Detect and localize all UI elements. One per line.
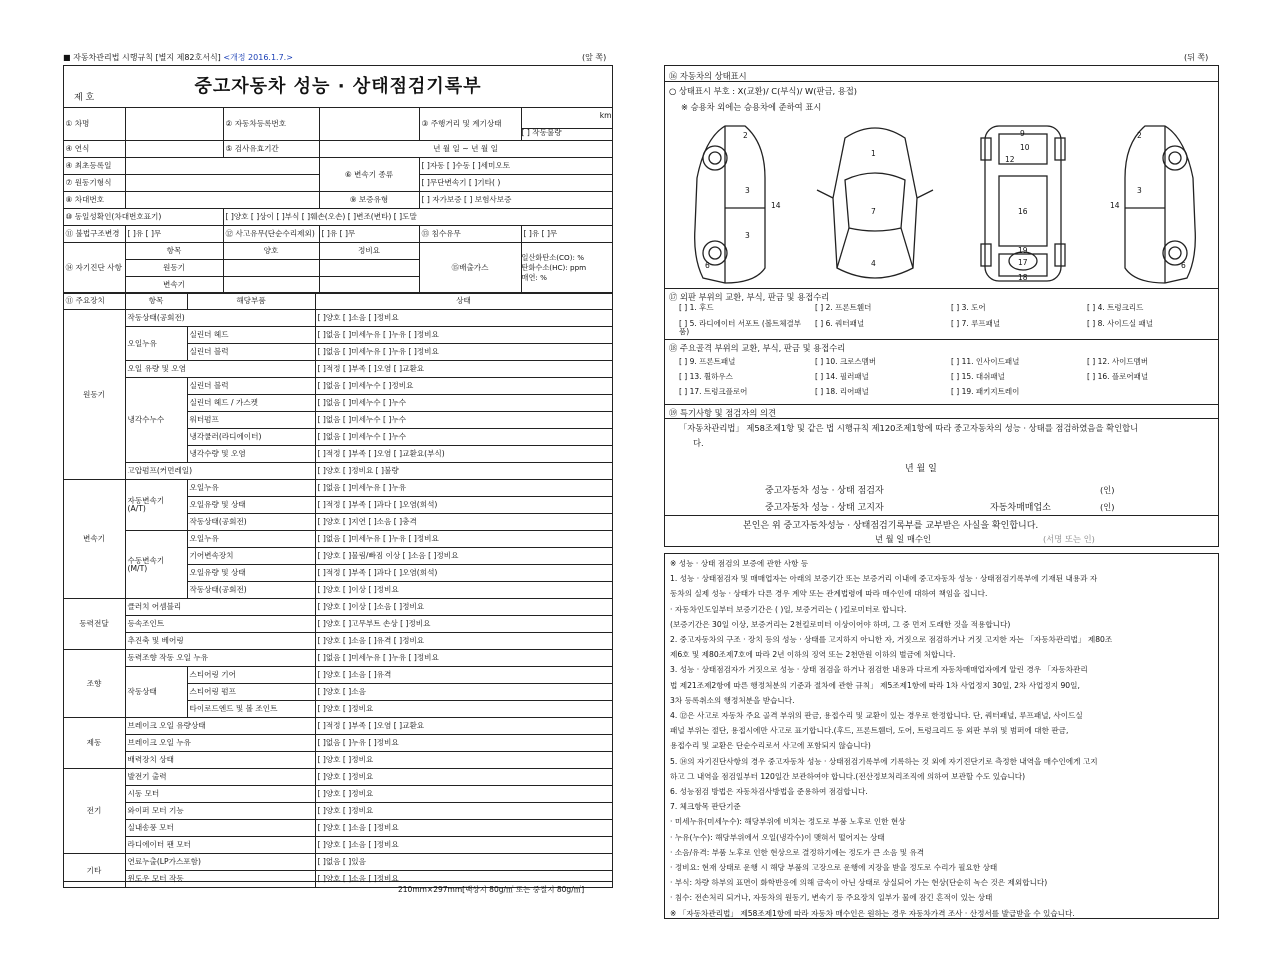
exterior-item[interactable]: [ ] 4. 트렁크리드: [1087, 303, 1144, 312]
item-head: 항목: [125, 293, 187, 310]
emission-hc: 탄화수소(HC): ppm: [521, 263, 587, 272]
frame-item[interactable]: [ ] 15. 대쉬패널: [951, 372, 1005, 381]
confirm-text: 본인은 위 중고자동차성능 · 상태점검기록부를 교부받은 사실을 확인합니다.: [743, 521, 1039, 531]
transmission-label: ⑥ 변속기 종류: [319, 158, 419, 192]
inspector-seal: (인): [1100, 485, 1115, 495]
car-num-2: 2: [743, 131, 748, 140]
device-part: 오일누유: [187, 531, 315, 548]
exterior-item[interactable]: [ ] 5. 라디에이터 서포트 (볼트체결부품): [679, 319, 802, 336]
frame-item[interactable]: [ ] 12. 사이드멤버: [1087, 357, 1149, 366]
device-item: 실내송풍 모터: [125, 820, 315, 837]
selfdiag-good-head: 양호: [223, 243, 319, 260]
emission-smoke: 매연: %: [521, 273, 547, 282]
device-state-checks[interactable]: [ ]양호 [ ]소음 [ ]정비요: [315, 310, 612, 327]
frame-title: ⑱ 주요골격 부위의 교환, 부식, 판금 및 용접수리: [669, 343, 846, 353]
device-state-checks[interactable]: [ ]없음 [ ]미세누유 [ ]누유: [315, 480, 612, 497]
front-form: [63, 65, 613, 882]
device-part: 작동상태(공회전): [187, 514, 315, 531]
device-group: 변속기: [63, 480, 125, 599]
device-part: 워터펌프: [187, 412, 315, 429]
device-part: 냉각쿨러(라디에이터): [187, 429, 315, 446]
reg-no-label: ② 자동차등록번호: [223, 108, 319, 141]
device-group: 조향: [63, 650, 125, 718]
device-state-checks[interactable]: [ ]적정 [ ]부족 [ ]오염 [ ]교환요(부식): [315, 446, 612, 463]
inspection-period-value: 년 월 일 ~ 년 월 일: [319, 141, 612, 158]
sign-date: 년 월 일: [905, 464, 937, 474]
frame-item[interactable]: [ ] 16. 플로어패널: [1087, 372, 1149, 381]
device-item: 등속조인트: [125, 616, 315, 633]
law-text-2: 다.: [693, 438, 704, 448]
device-part: 실린더 블럭: [187, 344, 315, 361]
note-line: (보증기간은 30일 이상, 보증거리는 2천킬로미터 이상이어야 하며, 그 중 먼저 도래한 것을 적용합니다): [670, 619, 1011, 629]
device-item: 브레이크 오일 유량상태: [125, 718, 315, 735]
emission-label: ⑮배출가스: [419, 243, 521, 294]
exterior-item[interactable]: [ ] 3. 도어: [951, 303, 986, 312]
main-device-table: [63, 292, 613, 888]
device-state-checks[interactable]: [ ]양호 [ ]정비요 [ ]불량: [315, 463, 612, 480]
device-part: 실린더 헤드 / 가스켓: [187, 395, 315, 412]
note-line: 7. 체크항목 판단기준: [670, 802, 741, 812]
device-state-checks[interactable]: [ ]없음 [ ]미세누수 [ ]누수: [315, 429, 612, 446]
law-reference: ■ 자동차관리법 시행규칙 [별지 제82호서식] <개정 2016.1.7.>: [63, 53, 293, 62]
device-item: 오일누유: [125, 327, 187, 361]
buyer-date: 년 월 일 매수인: [875, 534, 932, 544]
device-group: 동력전달: [63, 599, 125, 650]
device-state-checks[interactable]: [ ]양호 [ ]고무부트 손상 [ ]정비요: [315, 616, 612, 633]
frame-item[interactable]: [ ] 10. 크로스멤버: [815, 357, 877, 366]
note-line: 동차의 실제 성능 · 상태가 다른 경우 계약 또는 관계법령에 따라 매수인에 대하여 책임을 집니다.: [670, 589, 988, 599]
inspection-period-label: ⑤ 검사유효기간: [223, 141, 319, 158]
dealer-label: 자동차매매업소: [990, 503, 1051, 513]
note-line: 용접수리 및 교환은 단순수리로서 사고에 포함되지 않습니다): [670, 741, 871, 751]
device-state-checks[interactable]: [ ]없음 [ ]미세누유 [ ]누유 [ ]정비요: [315, 344, 612, 361]
device-item: 동력조향 작동 오일 누유: [125, 650, 315, 667]
device-part: 오일유량 및 상태: [187, 497, 315, 514]
back-page-label: (뒤 쪽): [1184, 53, 1209, 62]
year-label: ④ 연식: [63, 141, 125, 158]
note-line: · 침수: 전손처리 되거나, 자동차의 원동기, 변속기 등 주요장치 일부가 물에 잠긴 흔적이 있는 상태: [670, 893, 993, 903]
device-part: 작동상태(공회전): [187, 582, 315, 599]
note-line: · 소음/유격: 부품 노후로 인한 현상으로 결정하기에는 정도가 큰 소음 및 유격: [670, 847, 925, 857]
exterior-title: ⑰ 외판 부위의 교환, 부식, 판금 및 용접수리: [669, 292, 830, 302]
device-item: 냉각수누수: [125, 378, 187, 463]
emission-co: 일산화탄소(CO): %: [521, 253, 585, 262]
device-group: 전기: [63, 769, 125, 854]
front-page-label: (앞 쪽): [582, 53, 607, 62]
car-num-3r: 3: [1137, 186, 1142, 195]
device-part: 실린더 헤드: [187, 327, 315, 344]
note-line: 패널 부위는 절단, 용접시에만 사고로 표기합니다.(후드, 프론트휀더, 도어, 트렁크리드 등 외판 부위 및 범퍼에 대한 판금,: [670, 726, 1069, 736]
device-part: 스티어링 기어: [187, 667, 315, 684]
device-state-checks[interactable]: [ ]양호 [ ]정비요: [315, 786, 612, 803]
device-state-checks[interactable]: [ ]적정 [ ]부족 [ ]오염 [ ]교환요: [315, 718, 612, 735]
note-line: 2. 중고자동차의 구조 · 장치 등의 성능 · 상태를 고지하지 아니한 자, 거짓으로 점검하거나 거짓 고지한 자는 「자동차관리법」 제80조: [670, 635, 1113, 645]
device-part: 실린더 블럭: [187, 378, 315, 395]
special-title: ⑲ 특기사항 및 점검자의 의견: [669, 408, 777, 418]
trans-opts-2[interactable]: [ ]무단변속기 [ ]기타( ): [419, 175, 612, 192]
note-line: · 미세누유(미세누수): 해당부위에 비치는 정도로 부품 노후로 인한 현상: [670, 817, 906, 827]
device-state-checks[interactable]: [ ]없음 [ ]미세누수 [ ]누수: [315, 412, 612, 429]
device-state-checks[interactable]: [ ]양호 [ ]소음 [ ]정비요: [315, 871, 612, 888]
device-item: 라디에이터 팬 모터: [125, 837, 315, 854]
device-state-checks[interactable]: [ ]양호 [ ]이상 [ ]소음 [ ]정비요: [315, 599, 612, 616]
notifier-label: 중고자동차 성능 · 상태 고지자: [765, 503, 884, 513]
car-name-label: ① 차명: [63, 108, 125, 141]
identity-opts[interactable]: [ ]양호 [ ]상이 [ ]부식 [ ]훼손(오손) [ ]변조(변타) [ ]도말: [223, 209, 612, 226]
car-num-18: 18: [1018, 273, 1028, 282]
selfdiag-maintain-head: 정비요: [319, 243, 419, 260]
device-item: 수동변속기 (M/T): [125, 531, 187, 599]
selfdiag-engine: 원동기: [125, 260, 223, 277]
device-state-checks[interactable]: [ ]양호 [ ]정비요: [315, 769, 612, 786]
device-part: 오일누유: [187, 480, 315, 497]
device-item: 작동상태(공회전): [125, 310, 315, 327]
device-item: 고압펌프(커먼레일): [125, 463, 315, 480]
note-line: · 자동차인도일부터 보증기간은 ( )일, 보증거리는 ( )킬로미터로 합니다.: [670, 604, 907, 614]
device-item: 작동상태: [125, 667, 187, 718]
device-item: 배력장치 상태: [125, 752, 315, 769]
frame-item[interactable]: [ ] 18. 리어패널: [815, 387, 869, 396]
form-title: 중고자동차 성능 · 상태점검기록부: [194, 76, 482, 97]
device-state-checks[interactable]: [ ]양호 [ ]소음 [ ]정비요: [315, 837, 612, 854]
device-state-checks[interactable]: [ ]없음 [ ]누유 [ ]정비요: [315, 735, 612, 752]
mileage-label: ③ 주행거리 및 계기상태: [419, 108, 521, 141]
note-line: 5. ⑭의 자기진단사항의 경우 중고자동차 성능 · 상태점검기록부에 기록하는 것 외에 자기진단기로 측정한 내역을 매수인에게 고지: [670, 756, 1098, 766]
motor-type-label: ⑦ 원동기형식: [63, 175, 125, 192]
car-num-17: 17: [1018, 258, 1028, 267]
note-line: ※ 「자동차관리법」 제58조제1항에 따라 자동차 매수인은 원하는 경우 자동차가격 조사 · 산정서를 발급받을 수 있습니다.: [670, 908, 1075, 918]
notifier-seal: (인): [1100, 502, 1115, 512]
van-note: ※ 승용차 외에는 승용차에 준하여 표시: [681, 102, 822, 112]
identity-label: ⑩ 동일성확인(차대번호표기): [63, 209, 223, 226]
device-group: 제동: [63, 718, 125, 769]
buyer-sign[interactable]: (서명 또는 인): [1043, 534, 1095, 544]
basic-info-table: [63, 107, 613, 294]
notes-box: [664, 553, 1219, 919]
part-head: 해당부품: [187, 293, 315, 310]
device-part: 오일유량 및 상태: [187, 565, 315, 582]
device-part: 냉각수량 및 오염: [187, 446, 315, 463]
car-num-3: 3: [745, 186, 750, 195]
note-line: · 정비요: 현재 상태로 운행 시 해당 부품의 고장으로 운행에 지장을 받을 정도로 수리가 필요한 상태: [670, 863, 998, 873]
device-state-checks[interactable]: [ ]양호 [ ]정비요: [315, 701, 612, 718]
frame-item[interactable]: [ ] 9. 프론트패널: [679, 357, 736, 366]
device-state-checks[interactable]: [ ]양호 [ ]소음 [ ]유격 [ ]정비요: [315, 633, 612, 650]
frame-item[interactable]: [ ] 19. 패키지트레이: [951, 387, 1020, 396]
note-line: 1. 성능 · 상태점검자 및 매매업자는 아래의 보증기간 또는 보증거리 이내에 중고자동차 성능 · 상태점검기록부에 기재된 내용과 자: [670, 574, 1098, 584]
meter-bad-check[interactable]: [ ] 작동불량: [521, 127, 562, 137]
device-state-checks[interactable]: [ ]양호 [ ]지연 [ ]소음 [ ]충격: [315, 514, 612, 531]
device-state-checks[interactable]: [ ]양호 [ ]물림/빠짐 이상 [ ]소음 [ ]정비요: [315, 548, 612, 565]
device-item: 브레이크 오일 누유: [125, 735, 315, 752]
device-state-checks[interactable]: [ ]양호 [ ]정비요: [315, 752, 612, 769]
accident-label: ⑫ 사고유무(단순수리제외): [223, 226, 319, 243]
device-part: 타이로드엔드 및 볼 조인트: [187, 701, 315, 718]
form-number: 제 호: [74, 93, 95, 103]
car-num-9: 9: [1020, 129, 1025, 138]
car-num-14r: 14: [1110, 201, 1120, 210]
device-item: 발전기 출력: [125, 769, 315, 786]
note-line: 3. 성능 · 상태점검자가 거짓으로 성능 · 상태 점검을 하거나 점검한 내용과 다르게 자동차매매업자에게 알린 경우 「자동차관리: [670, 665, 1088, 675]
car-num-12: 12: [1005, 155, 1015, 164]
car-num-4: 4: [871, 259, 876, 268]
illegal-label: ⑪ 불법구조변경: [63, 226, 125, 243]
exterior-item[interactable]: [ ] 8. 사이드실 패널: [1087, 319, 1154, 328]
device-state-checks[interactable]: [ ]적정 [ ]부족 [ ]과다 [ ]오염(희석): [315, 497, 612, 514]
device-state-checks[interactable]: [ ]양호 [ ]정비요: [315, 803, 612, 820]
device-state-checks[interactable]: [ ]양호 [ ]이상 [ ]정비요: [315, 582, 612, 599]
device-state-checks[interactable]: [ ]없음 [ ]미세누수 [ ]정비요: [315, 378, 612, 395]
car-num-7: 7: [871, 207, 876, 216]
device-state-checks[interactable]: [ ]양호 [ ]소음 [ ]유격: [315, 667, 612, 684]
paper-spec: 210mm×297mm[백상지 80g/㎡ 또는 중질지 80g/㎡]: [398, 885, 585, 894]
note-line: 3차 등록취소의 행정처분을 받습니다.: [670, 695, 795, 705]
trans-opts-1[interactable]: [ ]자동 [ ]수동 [ ]세미오토: [419, 158, 612, 175]
warranty-opts[interactable]: [ ] 자가보증 [ ] 보험사보증: [419, 192, 612, 209]
state-head: 상태: [315, 293, 612, 310]
note-line: · 부식: 차량 하부의 표면이 화학반응에 의해 금속이 아닌 상태로 상실되어 가는 현상(단순히 녹슨 것은 제외합니다): [670, 878, 1048, 888]
accident-yn[interactable]: [ ]유 [ ]무: [319, 226, 419, 243]
car-num-14: 14: [771, 201, 781, 210]
car-num-3b: 3: [745, 231, 750, 240]
selfdiag-label: ⑭ 자기진단 사항: [63, 243, 125, 294]
km-unit: km: [522, 112, 612, 129]
device-item: 시동 모터: [125, 786, 315, 803]
vin-label: ⑧ 차대번호: [63, 192, 125, 209]
law-text-1: 「자동차관리법」 제58조제1항 및 같은 법 시행규칙 제120조제1항에 따라 중고자동차의 성능 · 상태를 점검하였음을 확인합니: [679, 423, 1139, 433]
device-item: 오일 유량 및 오염: [125, 361, 315, 378]
car-num-19: 19: [1018, 246, 1028, 255]
car-num-6: 6: [705, 261, 710, 270]
back-form-top: [664, 65, 1219, 547]
selfdiag-item-head: 항목: [125, 243, 223, 260]
device-part: 스티어링 펌프: [187, 684, 315, 701]
car-diagram: [685, 118, 1205, 288]
note-line: 법 제21조제2항에 따른 행정처분의 기준과 절차에 관한 규칙」 제5조제1항에 따라 1차 사업정지 30일, 2차 사업정지 90일,: [670, 680, 1080, 690]
flood-label: ⑬ 침수유무: [419, 226, 521, 243]
device-head: ⑪ 주요장치: [63, 293, 125, 310]
inspector-label: 중고자동차 성능 · 상태 점검자: [765, 486, 884, 496]
device-part: 기어변속장치: [187, 548, 315, 565]
state-symbols: ○ 상태표시 부호 : X(교환)/ C(부식)/ W(판금, 용접): [669, 86, 858, 96]
car-num-10: 10: [1020, 143, 1030, 152]
car-num-16: 16: [1018, 207, 1028, 216]
note-line: · 누유(누수): 해당부위에서 오일(냉각수)이 맺혀서 떨어지는 상태: [670, 832, 885, 842]
device-item: 클러치 어셈블리: [125, 599, 315, 616]
device-state-checks[interactable]: [ ]양호 [ ]소음: [315, 684, 612, 701]
device-item: 추진축 및 베어링: [125, 633, 315, 650]
exterior-item[interactable]: [ ] 1. 후드: [679, 303, 714, 312]
device-item: 연료누출(LP가스포함): [125, 854, 315, 871]
device-state-checks[interactable]: [ ]없음 [ ]미세누유 [ ]누유 [ ]정비요: [315, 531, 612, 548]
device-group: 기타: [63, 854, 125, 888]
device-group: 원동기: [63, 310, 125, 480]
note-line: 제6호 및 제80조제7호에 따라 2년 이하의 징역 또는 2천만원 이하의 벌금에 처합니다.: [670, 650, 956, 660]
state-title: ⑯ 자동차의 상태표시: [669, 71, 747, 81]
note-line: 4. ⑫은 사고로 자동차 주요 골격 부위의 판금, 용접수리 및 교환이 있는 경우로 한정합니다. 단, 쿼터패널, 루프패널, 사이드실: [670, 711, 1083, 721]
exterior-item[interactable]: [ ] 7. 루프패널: [951, 319, 1001, 328]
device-state-checks[interactable]: [ ]없음 [ ]미세누유 [ ]누유 [ ]정비요: [315, 650, 612, 667]
device-state-checks[interactable]: [ ]적정 [ ]부족 [ ]오염 [ ]교환요: [315, 361, 612, 378]
device-state-checks[interactable]: [ ]없음 [ ]미세누유 [ ]누유 [ ]정비요: [315, 327, 612, 344]
exterior-item[interactable]: [ ] 2. 프론트휀더: [815, 303, 872, 312]
device-item: 와이퍼 모터 기능: [125, 803, 315, 820]
device-item: 윈도우 모터 작동: [125, 871, 315, 888]
selfdiag-trans: 변속기: [125, 277, 223, 294]
illegal-yn[interactable]: [ ]유 [ ]무: [125, 226, 223, 243]
frame-item[interactable]: [ ] 17. 트렁크플로어: [679, 387, 748, 396]
note-line: 하고 그 내역을 점검일부터 120일간 보관하여야 합니다.(전산정보처리조직에 의하여 보관할 수도 있습니다): [670, 771, 1026, 781]
first-reg-label: ④ 최초등록일: [63, 158, 125, 175]
frame-item[interactable]: [ ] 13. 휠하우스: [679, 372, 733, 381]
note-line: 6. 성능점검 방법은 자동차검사방법을 준용하여 점검합니다.: [670, 787, 868, 797]
car-num-2r: 2: [1137, 131, 1142, 140]
device-state-checks[interactable]: [ ]없음 [ ]있음: [315, 854, 612, 871]
exterior-item[interactable]: [ ] 6. 쿼터패널: [815, 319, 865, 328]
warranty-label: ⑨ 보증유형: [319, 192, 419, 209]
notes-list: [670, 556, 1213, 921]
frame-item[interactable]: [ ] 14. 필러패널: [815, 372, 869, 381]
note-line: ※ 성능 · 상태 점검의 보증에 관한 사항 등: [670, 559, 809, 568]
car-num-1: 1: [871, 149, 876, 158]
device-state-checks[interactable]: [ ]적정 [ ]부족 [ ]과다 [ ]오염(희석): [315, 565, 612, 582]
car-num-6r: 6: [1181, 261, 1186, 270]
device-state-checks[interactable]: [ ]양호 [ ]소음 [ ]정비요: [315, 820, 612, 837]
device-state-checks[interactable]: [ ]없음 [ ]미세누수 [ ]누수: [315, 395, 612, 412]
frame-item[interactable]: [ ] 11. 인사이드패널: [951, 357, 1020, 366]
device-item: 자동변속기 (A/T): [125, 480, 187, 531]
flood-yn[interactable]: [ ]유 [ ]무: [521, 226, 612, 243]
